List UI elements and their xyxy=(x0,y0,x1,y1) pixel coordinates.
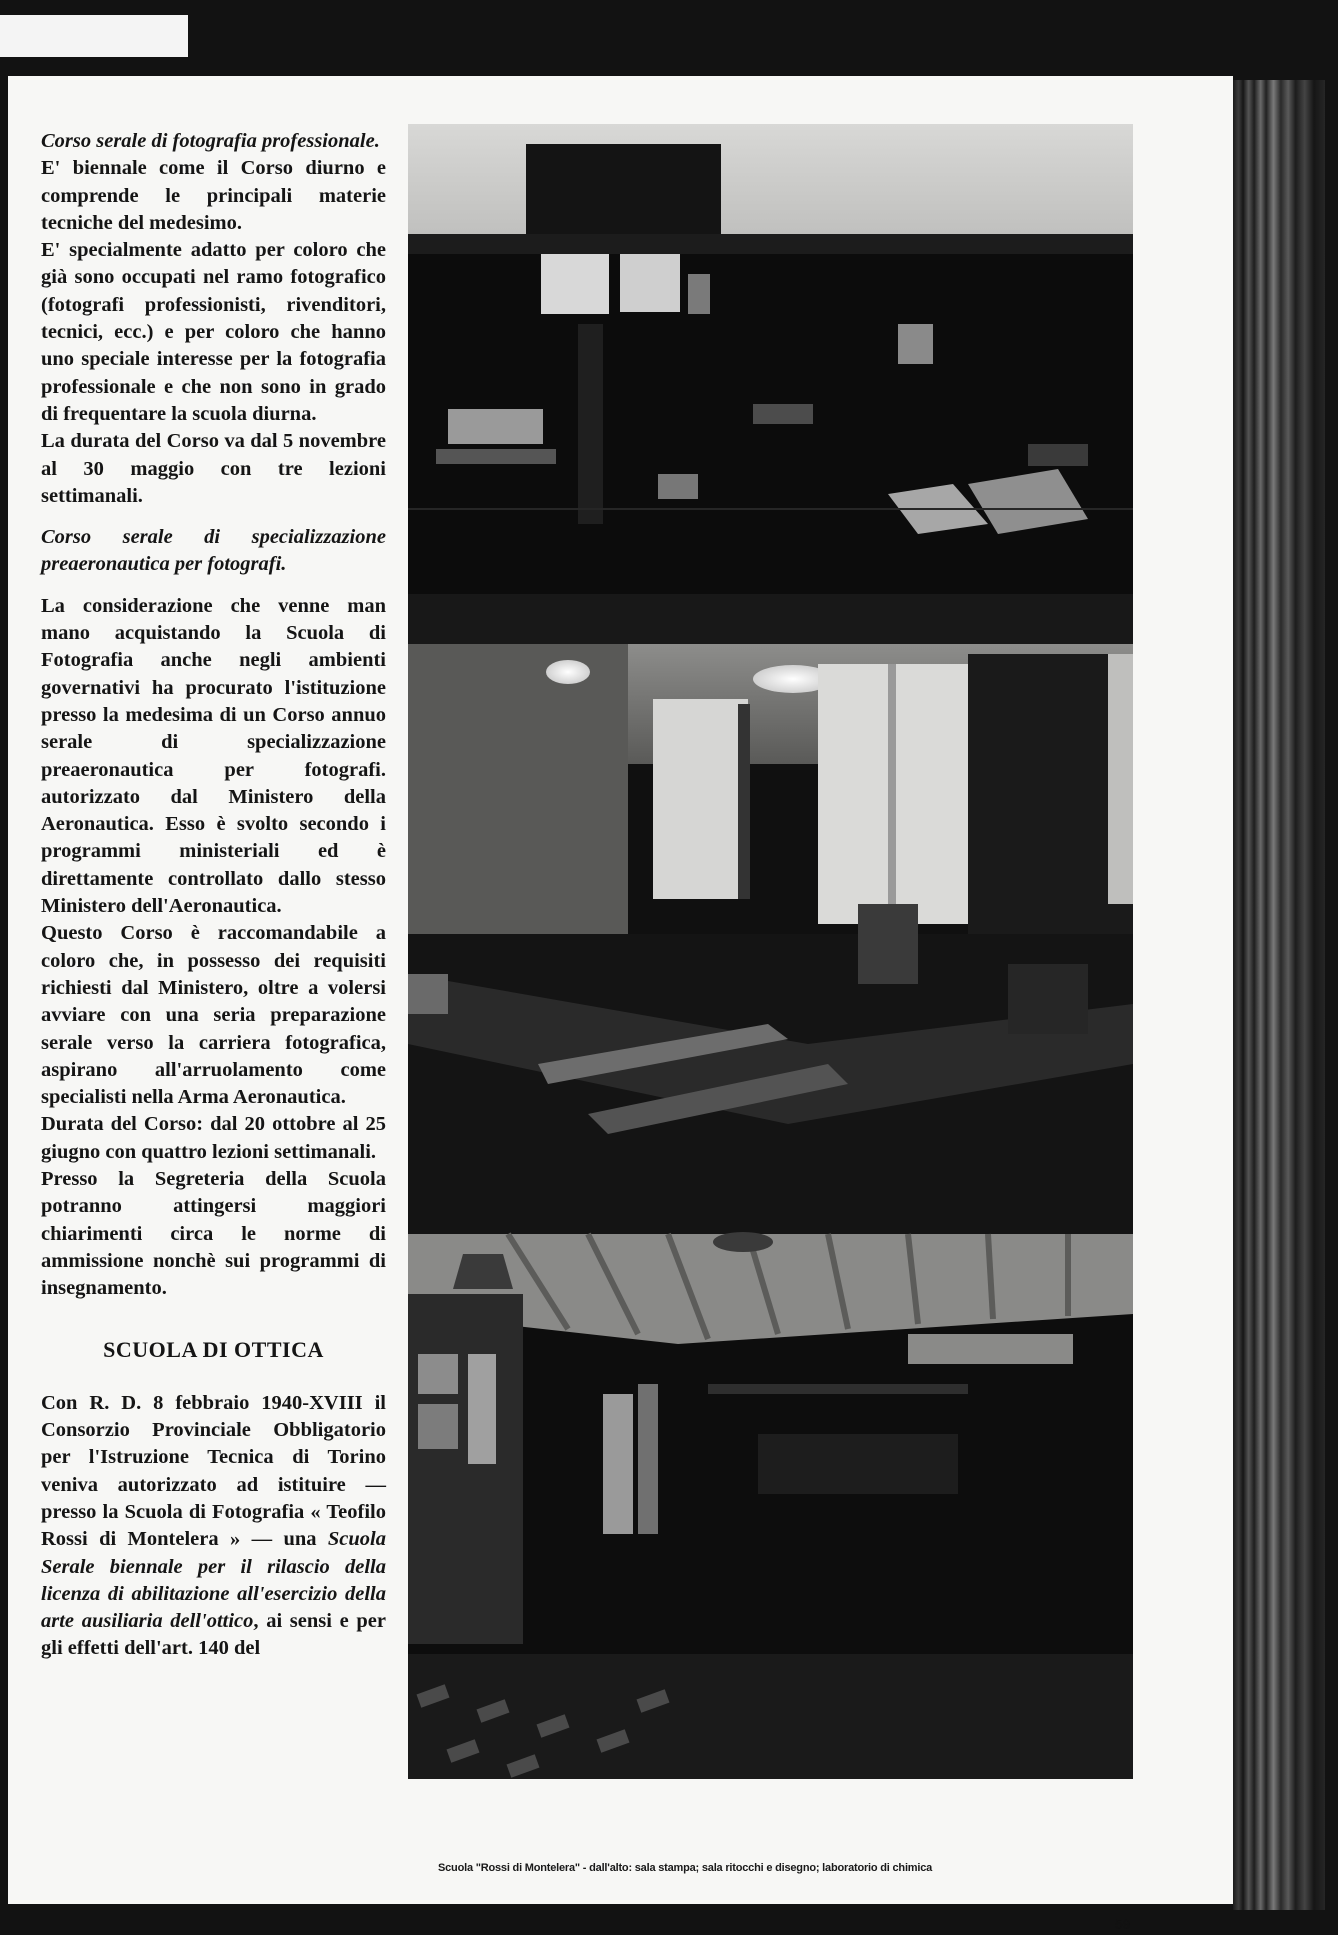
page-number: 59 xyxy=(1115,1916,1131,1932)
paragraph-ottica xyxy=(41,1390,386,1663)
photo-sala-stampa xyxy=(408,124,1133,644)
scan-edge-tab xyxy=(0,15,188,57)
ottica-text-italic: Scuola Serale biennale per il rilascio della licenza di abilitazione all'esercizio della arte ausiliaria dell'ottico xyxy=(41,1528,386,1633)
photo-caption: Scuola "Rossi di Montelera" - dall'alto: sala stampa; sala ritocchi e disegno; laboratorio di chimica xyxy=(438,1862,933,1874)
paragraph: Durata del Corso: dal 20 ottobre al 25 giugno con quattro lezioni settimanali. xyxy=(41,1113,386,1163)
text-column xyxy=(41,128,386,1663)
section-title-ottica: SCUOLA DI OTTICA xyxy=(103,1337,324,1363)
ottica-text-b: , ai sensi e per gli effetti dell'art. 140 del xyxy=(41,1610,386,1660)
heading-corso-preaeronautica: Corso serale di specializzazione preaeronautica per fotografi. xyxy=(41,526,386,576)
paragraph: Presso la Segreteria della Scuola potranno attingersi maggiori chiarimenti circa le norme di ammissione nonchè sui programmi di insegnamento. xyxy=(41,1167,386,1300)
paragraph: La considerazione che venne man mano acquistando la Scuola di Fotografia anche negli ambienti governativi ha procurato l'istituzione presso la medesima di un Corso annuo serale di specializzazione preaeronautica per fotografi. autorizzato dal Ministero della Aeronautica. Esso è svolto secondo i programmi ministeriali ed è direttamente controllato dallo stesso Ministero dell'Aeronautica. xyxy=(41,594,386,918)
paragraph: E' specialmente adatto per coloro che già sono occupati nel ramo fotografico (fotografi professionisti, rivenditori, tecnici, ecc.) e per coloro che hanno uno speciale interesse per la fotografia professionale e che non sono in grado di frequentare la scuola diurna. xyxy=(41,239,386,425)
photo-laboratorio-chimica xyxy=(408,1234,1133,1779)
photo-sala-ritocchi xyxy=(408,644,1133,1234)
photo-column xyxy=(408,124,1141,1779)
paragraph: E' biennale come il Corso diurno e comprende le principali materie tecniche del medesimo. xyxy=(41,157,386,234)
magazine-page xyxy=(8,76,1233,1932)
book-binding-edge xyxy=(1233,80,1325,1910)
paragraph: La durata del Corso va dal 5 novembre al 30 maggio con tre lezioni settimanali. xyxy=(41,430,386,507)
heading-corso-professionale: Corso serale di fotografia professionale. xyxy=(41,130,380,152)
paragraph: Questo Corso è raccomandabile a coloro che, in possesso dei requisiti richiesti dal Ministero, oltre a volersi avviare con una seria preparazione serale verso la carriera fotografica, aspirano all'arruolamento come specialisti nella Arma Aeronautica. xyxy=(41,922,386,1109)
ottica-text-a: Con R. D. 8 febbraio 1940-XVIII il Consorzio Provinciale Obbligatorio per l'Istruzione Tecnica di Torino veniva autorizzato ad istituire — presso la Scuola di Fotografia « Teofilo Rossi di Montelera » — una xyxy=(41,1391,386,1551)
